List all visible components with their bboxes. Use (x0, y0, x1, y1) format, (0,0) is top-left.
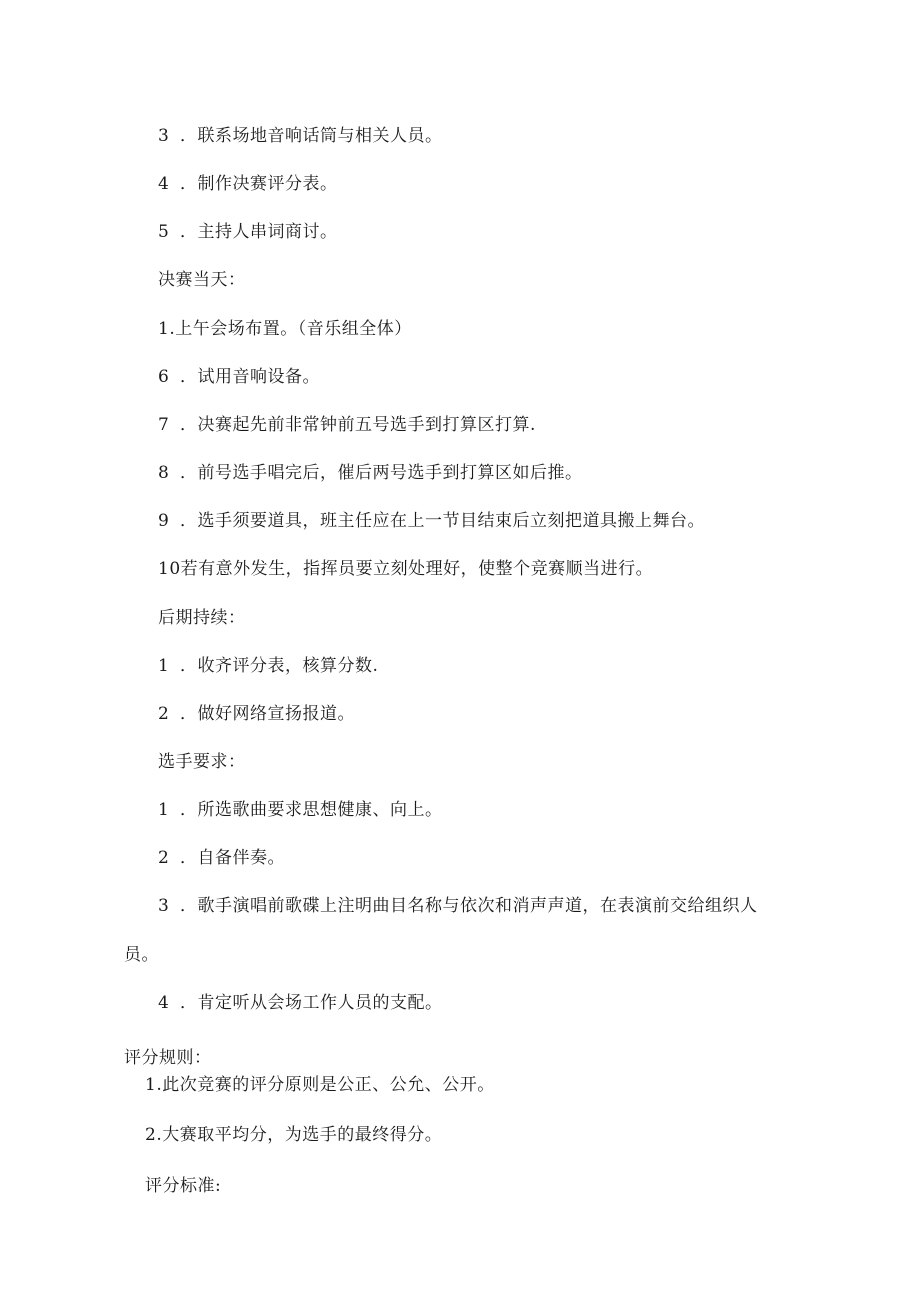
item-text: ．前号选手唱完后，催后两号选手到打算区如后推。 (180, 463, 583, 483)
item-number: 1 (158, 656, 170, 676)
item-text: ．所选歌曲要求思想健康、向上。 (180, 800, 443, 820)
item-number: 8 (158, 463, 170, 483)
item-text: ．试用音响设备。 (180, 367, 320, 387)
item-text: ．选手须要道具，班主任应在上一节目结束后立刻把道具搬上舞台。 (180, 511, 705, 531)
item-number: 5 (158, 222, 170, 242)
list-item-rules-1: 1.此次竞赛的评分原则是公正、公允、公开。 (145, 1075, 495, 1095)
list-item-final-9 (158, 510, 705, 532)
item-text: ．歌手演唱前歌碟上注明曲目名称与依次和消声声道，在表演前交给组织人 (180, 896, 758, 916)
item-text: ．决赛起先前非常钟前五号选手到打算区打算. (180, 415, 536, 435)
list-item-final-6 (158, 366, 320, 388)
list-item-rules-2: 2.大赛取平均分，为选手的最终得分。 (145, 1125, 443, 1145)
list-item-final-1: 1.上午会场布置。（音乐组全体） (158, 319, 412, 339)
list-item-prep-4 (158, 173, 338, 195)
list-item-followup-2 (158, 703, 355, 725)
item-text: ．制作决赛评分表。 (180, 174, 338, 194)
item-number: 4 (158, 174, 170, 194)
list-item-req-3-continuation: 员。 (124, 945, 159, 965)
item-number: 3 (158, 896, 170, 916)
item-text: ．肯定听从会场工作人员的支配。 (180, 993, 443, 1013)
list-item-followup-1 (158, 655, 378, 677)
item-number: 1 (158, 800, 170, 820)
item-number: 2 (158, 704, 170, 724)
item-text: ．自备伴奏。 (180, 848, 285, 868)
list-item-req-1 (158, 799, 443, 821)
list-item-req-3 (158, 895, 758, 917)
section-heading-contestant-requirements: 选手要求： (158, 752, 246, 772)
item-number: 6 (158, 367, 170, 387)
list-item-final-8 (158, 462, 583, 484)
list-item-final-10: 10若有意外发生，指挥员要立刻处理好，使整个竞赛顺当进行。 (158, 559, 654, 579)
list-item-final-7 (158, 414, 536, 436)
section-heading-scoring-criteria: 评分标准: (145, 1176, 222, 1196)
item-text: ．联系场地音响话筒与相关人员。 (180, 126, 443, 146)
item-number: 7 (158, 415, 170, 435)
list-item-prep-3 (158, 125, 443, 147)
item-text: ．主持人串词商讨。 (180, 222, 338, 242)
section-heading-follow-up: 后期持续： (158, 608, 246, 628)
section-heading-final-day: 决赛当天： (158, 270, 246, 290)
item-number: 9 (158, 511, 170, 531)
list-item-req-2 (158, 847, 285, 869)
item-number: 3 (158, 126, 170, 146)
section-heading-scoring-rules: 评分规则： (124, 1048, 212, 1068)
list-item-prep-5 (158, 221, 338, 243)
item-number: 2 (158, 848, 170, 868)
item-text: ．收齐评分表，核算分数. (180, 656, 379, 676)
list-item-req-4 (158, 992, 443, 1014)
item-number: 4 (158, 993, 170, 1013)
item-text: ．做好网络宣扬报道。 (180, 704, 355, 724)
